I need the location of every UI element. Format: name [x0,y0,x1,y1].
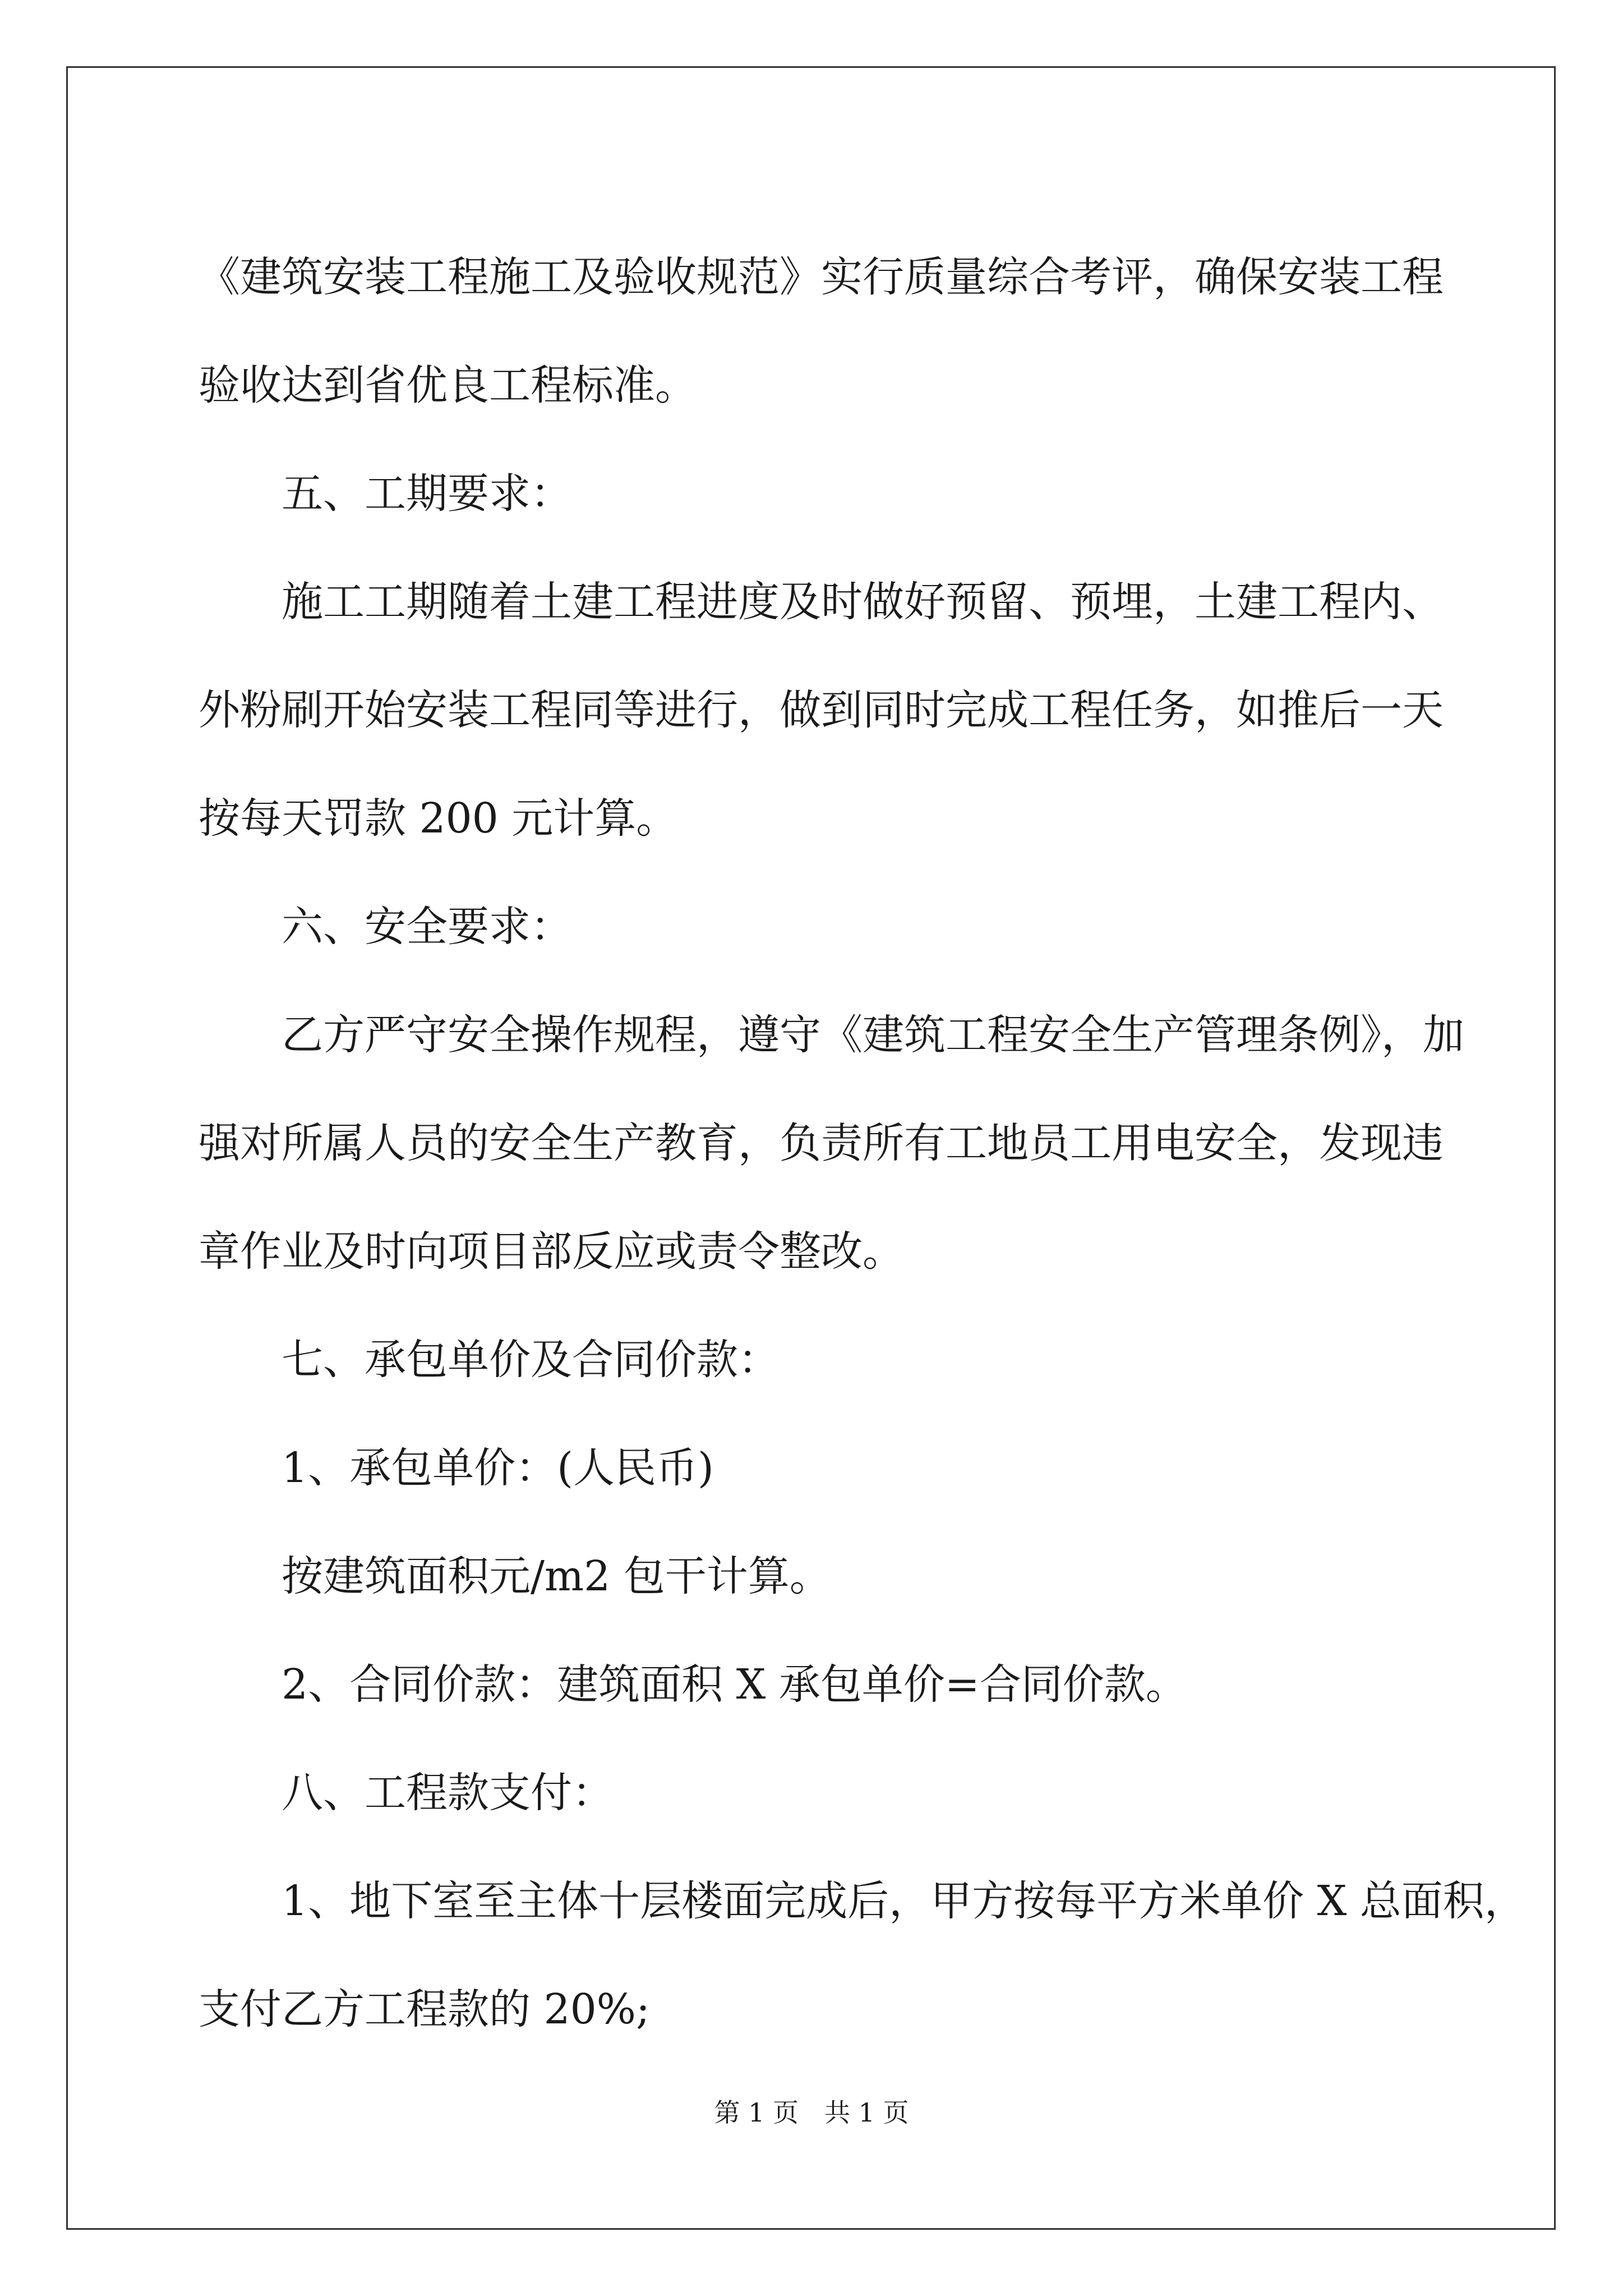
text-line: 验收达到省优良工程标准。 [199,361,697,409]
section-heading: 六、安全要求： [282,903,572,951]
page-number-label: 第 1 页 共 1 页 [714,2097,909,2128]
section-heading: 五、工期要求： [282,470,572,518]
text-line: 按每天罚款 200 元计算。 [199,794,678,843]
text-line: 施工工期随着土建工程进度及时做好预留、预埋，土建工程内、 [282,578,1444,626]
text-line: 强对所属人员的安全生产教育，负责所有工地员工用电安全，发现违 [199,1119,1444,1167]
text-line: 乙方严守安全操作规程，遵守《建筑工程安全生产管理条例》，加 [282,1011,1464,1059]
text-line: 1、承包单价：(人民币) [282,1444,714,1492]
text-line: 1、地下室至主体十层楼面完成后，甲方按每平方米单价 X 总面积， [282,1877,1526,1925]
text-line: 支付乙方工程款的 20%; [199,1985,650,2033]
page-footer [0,2092,1623,2129]
document-body [199,223,1526,2064]
text-line: 2、合同价款：建筑面积 X 承包单价=合同价款。 [282,1660,1187,1709]
text-line: 章作业及时向项目部反应或责令整改。 [199,1227,904,1276]
text-line: 外粉刷开始安装工程同等进行，做到同时完成工程任务，如推后一天 [199,686,1444,734]
section-heading: 八、工程款支付： [282,1769,614,1817]
section-heading: 七、承包单价及合同价款： [282,1336,780,1384]
text-line: 《建筑安装工程施工及验收规范》实行质量综合考评，确保安装工程 [199,253,1444,301]
text-line: 按建筑面积元/m2 包干计算。 [282,1552,831,1600]
